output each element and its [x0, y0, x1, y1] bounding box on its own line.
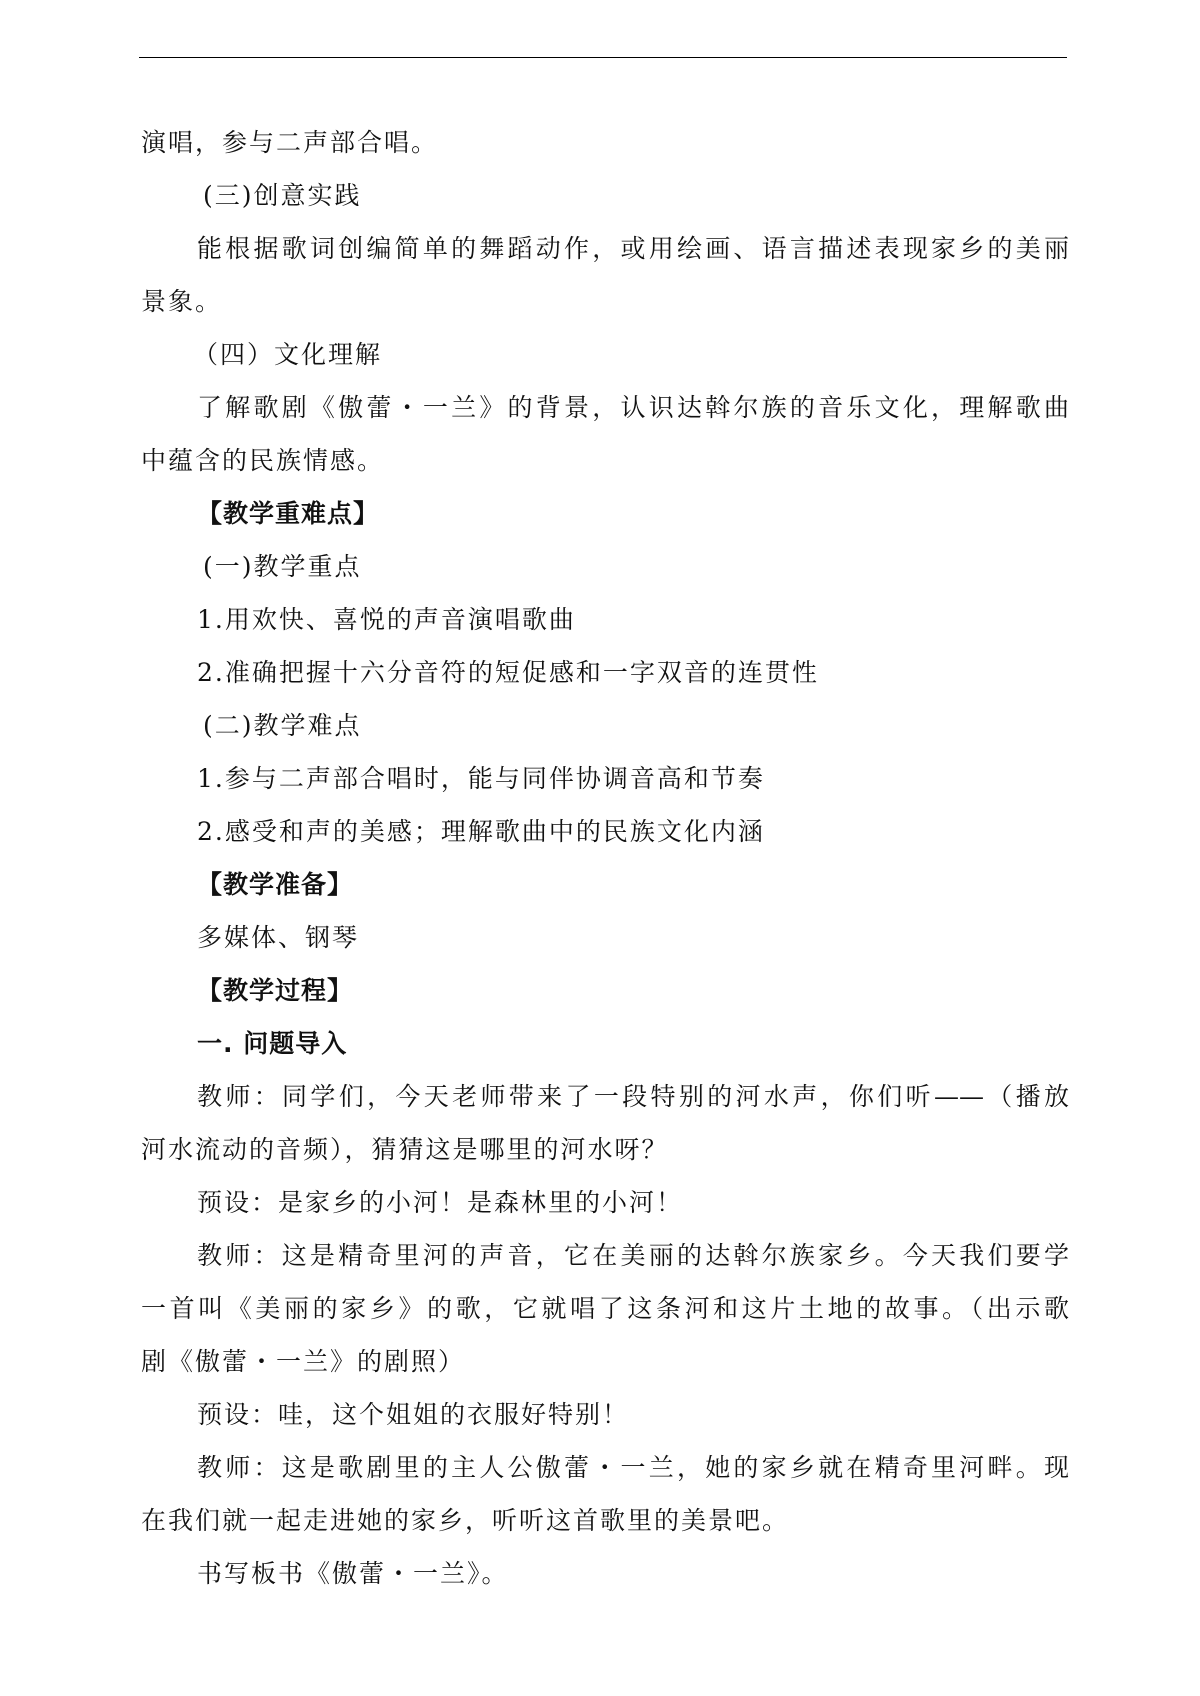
subheading-question-intro: 一. 问题导入: [197, 1029, 348, 1058]
paragraph-line: 一首叫《美丽的家乡》的歌，它就唱了这条河和这片土地的故事。（出示歌: [141, 1294, 1069, 1323]
paragraph-line: 中蕴含的民族情感。: [141, 446, 385, 475]
header-rule: [139, 57, 1067, 58]
paragraph-line: 剧《傲蕾・一兰》的剧照）: [141, 1347, 466, 1376]
list-item: 1.参与二声部合唱时，能与同伴协调音高和节奏: [197, 764, 765, 793]
paragraph-line: 预设：哇，这个姐姐的衣服好特别！: [197, 1400, 630, 1429]
section-heading-preparation: 【教学准备】: [197, 870, 354, 899]
list-item: 2.感受和声的美感；理解歌曲中的民族文化内涵: [197, 817, 765, 846]
paragraph-line: 书写板书《傲蕾・一兰》。: [197, 1559, 509, 1588]
list-item: 2.准确把握十六分音符的短促感和一字双音的连贯性: [197, 658, 819, 687]
paragraph-line: 了解歌剧《傲蕾・一兰》的背景，认识达斡尔族的音乐文化，理解歌曲: [197, 393, 1069, 422]
paragraph-continuation: 演唱，参与二声部合唱。: [141, 128, 439, 157]
paragraph-line: 在我们就一起走进她的家乡，听听这首歌里的美景吧。: [141, 1506, 790, 1535]
subheading-teaching-focus: (一)教学重点: [203, 552, 362, 581]
list-item: 1.用欢快、喜悦的声音演唱歌曲: [197, 605, 576, 634]
paragraph-line: 景象。: [141, 287, 223, 316]
subheading-cultural-understanding: （四）文化理解: [193, 340, 383, 369]
paragraph-line: 多媒体、钢琴: [197, 923, 360, 952]
paragraph-line: 能根据歌词创编简单的舞蹈动作，或用绘画、语言描述表现家乡的美丽: [197, 234, 1069, 263]
section-heading-key-difficult-points: 【教学重难点】: [197, 499, 380, 528]
paragraph-line: 教师：同学们，今天老师带来了一段特别的河水声，你们听——（播放: [197, 1082, 1069, 1111]
subheading-creative-practice: (三)创意实践: [203, 181, 362, 210]
subheading-teaching-difficulty: (二)教学难点: [203, 711, 362, 740]
paragraph-line: 教师：这是歌剧里的主人公傲蕾・一兰，她的家乡就在精奇里河畔。现: [197, 1453, 1069, 1482]
section-heading-process: 【教学过程】: [197, 976, 354, 1005]
paragraph-line: 预设：是家乡的小河！是森林里的小河！: [197, 1188, 684, 1217]
document-body: [141, 116, 1069, 1600]
paragraph-line: 教师：这是精奇里河的声音，它在美丽的达斡尔族家乡。今天我们要学: [197, 1241, 1069, 1270]
paragraph-line: 河水流动的音频），猜猜这是哪里的河水呀？: [141, 1135, 669, 1164]
